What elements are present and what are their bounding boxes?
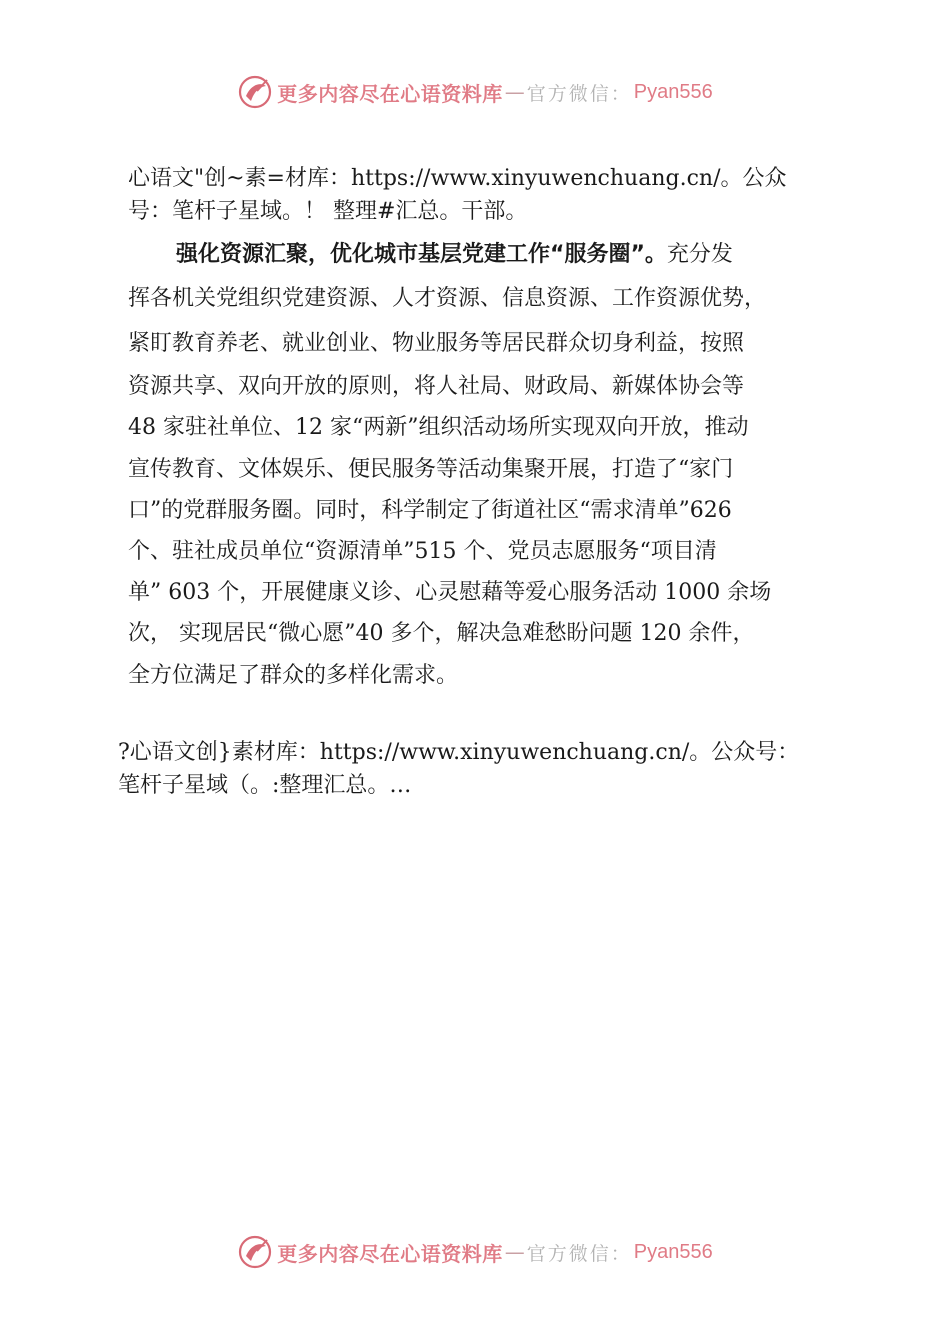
watermark-dash: — bbox=[504, 80, 525, 104]
header-watermark bbox=[0, 72, 950, 112]
source-note-bottom bbox=[118, 736, 878, 802]
watermark-sub-text: 官方微信： bbox=[526, 82, 632, 105]
paragraph-line: 单” 603 个，开展健康义诊、心灵慰藉等爱心服务活动 1000 余场 bbox=[128, 580, 772, 605]
watermark-dash: — bbox=[504, 1240, 525, 1264]
paragraph-line: 挥各机关党组织党建资源、人才资源、信息资源、工作资源优势， bbox=[128, 286, 767, 311]
watermark-wechat-id: Pyan556 bbox=[633, 80, 713, 103]
watermark-main-text: 更多内容尽在心语资料库 bbox=[277, 81, 503, 106]
paragraph-line: 全方位满足了群众的多样化需求。 bbox=[128, 663, 459, 688]
paragraph-line: 紧盯教育养老、就业创业、物业服务等居民群众切身利益，按照 bbox=[128, 331, 745, 356]
brand-logo-icon bbox=[237, 1234, 273, 1270]
paragraph-line: 口”的党群服务圈。同时，科学制定了街道社区“需求清单”626 bbox=[128, 498, 732, 523]
source-note-line: 笔杆子星域（。:整理汇总。… bbox=[118, 773, 412, 798]
paragraph-line: 宣传教育、文体娱乐、便民服务等活动集聚开展，打造了“家门 bbox=[128, 457, 734, 482]
paragraph-lead-heading: 强化资源汇聚，优化城市基层党建工作“服务圈”。 bbox=[176, 242, 667, 267]
paragraph-line bbox=[176, 240, 733, 270]
footer-watermark bbox=[0, 1232, 950, 1272]
paragraph-line: 资源共享、双向开放的原则，将人社局、财政局、新媒体协会等 bbox=[128, 374, 745, 399]
paragraph-line: 48 家驻社单位、12 家“两新”组织活动场所实现双向开放，推动 bbox=[128, 415, 749, 440]
paragraph-line-text: 充分发 bbox=[666, 242, 733, 267]
source-note-top bbox=[128, 162, 848, 228]
paragraph-line: 次， 实现居民“微心愿”40 多个，解决急难愁盼问题 120 余件， bbox=[128, 621, 755, 646]
watermark-wechat-id: Pyan556 bbox=[633, 1240, 713, 1263]
source-note-line: 号：笔杆子星域。！ 整理#汇总。干部。 bbox=[128, 199, 528, 224]
brand-logo-icon bbox=[237, 74, 273, 110]
source-note-line: ?心语文创}素材库：https://www.xinyuwenchuang.cn/。公众号： bbox=[118, 740, 800, 765]
paragraph-line: 个、驻社成员单位“资源清单”515 个、党员志愿服务“项目清 bbox=[128, 539, 717, 564]
source-note-line: 心语文"创~素=材库：https://www.xinyuwenchuang.cn/。公众 bbox=[128, 166, 787, 191]
watermark-main-text: 更多内容尽在心语资料库 bbox=[277, 1241, 503, 1266]
watermark-sub-text: 官方微信： bbox=[526, 1242, 632, 1265]
